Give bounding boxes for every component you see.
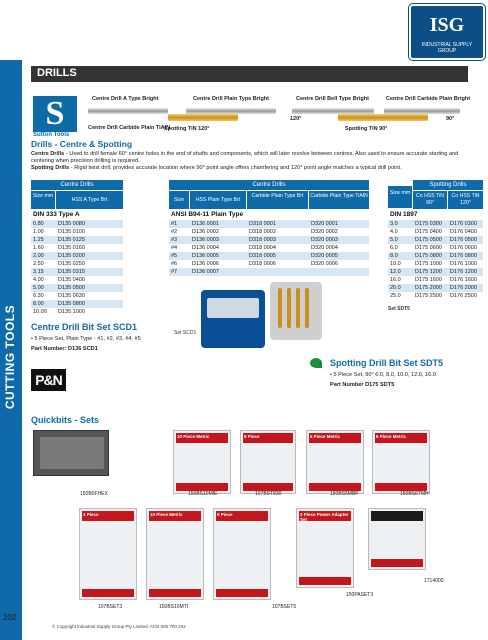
- table-cell: #4: [171, 245, 178, 251]
- pack-header: 3 Piece Power Adapter Set: [299, 511, 351, 521]
- table-row: [31, 260, 123, 268]
- set-scd1-bullet: • 5 Piece Set, Plain Type - #1, #2, #3, #4, #5: [31, 336, 141, 342]
- table-cell: D320 0006: [311, 261, 338, 267]
- angle-label: 90°: [446, 116, 455, 122]
- column-header: Co HSS TiN 90°: [413, 191, 447, 209]
- image-caption: Centre Drill Plain Type Bright: [193, 96, 269, 102]
- table-body: [388, 220, 483, 300]
- table-cell: #6: [171, 261, 178, 267]
- table-cell: D135 0080: [58, 221, 85, 227]
- table-cell: D135 0315: [58, 269, 85, 275]
- column-header: Size: [169, 191, 189, 209]
- isg-logo-subtext: INDUSTRIAL SUPPLY GROUP: [421, 42, 473, 54]
- table-cell: 0.80: [33, 221, 44, 227]
- table-cell: D176 0600: [450, 245, 477, 251]
- table-cell: D175 0300: [415, 221, 442, 227]
- table-cell: 4.00: [33, 277, 44, 283]
- quickbit-case-photo: [33, 430, 109, 476]
- table-cell: D135 0160: [58, 245, 85, 251]
- table-cell: 10.0: [390, 261, 401, 267]
- table-row: [31, 244, 123, 252]
- pack-header: 5 Piece Metric: [309, 433, 361, 443]
- product-code: 150B0FHEX: [80, 491, 108, 497]
- table-cell: D176 2500: [450, 293, 477, 299]
- table-row: [388, 268, 483, 276]
- pack-header: [371, 511, 423, 521]
- product-code: 107BSET3: [98, 604, 123, 610]
- table-row: [169, 244, 369, 252]
- scd1-set-photo: [201, 290, 265, 348]
- sutton-tools-name: Sutton Tools: [33, 132, 70, 138]
- column-header: Co HSS TiN 120°: [448, 191, 483, 209]
- table-cell: D136 0007: [192, 269, 219, 275]
- table-row: [31, 276, 123, 284]
- isg-logo: [409, 4, 485, 60]
- centre-drill-image: [88, 108, 168, 114]
- product-code: 150BS6TMH: [400, 491, 429, 497]
- table-cell: D135 0500: [58, 285, 85, 291]
- table-cell: D135 0200: [58, 253, 85, 259]
- table-cell: D175 2000: [415, 285, 442, 291]
- set-photo-label: Set SCD1: [174, 330, 197, 336]
- table-cell: D320 0005: [311, 253, 338, 259]
- set-scd1-title: Centre Drill Bit Set SCD1: [31, 322, 138, 332]
- sidebar-label: CUTTING TOOLS: [3, 304, 17, 410]
- table-cell: D135 0250: [58, 261, 85, 267]
- pack-header: 10 Piece Metric: [176, 433, 228, 443]
- image-caption: Centre Drill A Type Bright: [92, 96, 159, 102]
- section-heading: Drills - Centre & Spotting: [31, 139, 133, 149]
- table-cell: D176 0300: [450, 221, 477, 227]
- table-cell: D320 0003: [311, 237, 338, 243]
- table-row: [388, 260, 483, 268]
- table-cell: D318 0006: [249, 261, 276, 267]
- table-cell: D135 0630: [58, 293, 85, 299]
- page-number: 202: [3, 613, 17, 622]
- table-cell: 8.0: [390, 253, 398, 259]
- table-cell: D136 0006: [192, 261, 219, 267]
- column-header: HSS Plain Type Brt: [190, 191, 246, 209]
- table-cell: D176 0500: [450, 237, 477, 243]
- australian-made-icon: [310, 358, 322, 368]
- product-code: 1714000: [424, 578, 444, 584]
- table-cell: 1.00: [33, 229, 44, 235]
- term-text: - Rigid twist drill, provides accurate location where 90° point angle offers chamfering and 120° point angle matches a typical drill point.: [69, 165, 402, 171]
- series-title: DIN 333 Type A: [33, 211, 80, 218]
- table-cell: D176 1200: [450, 269, 477, 275]
- table-row: [388, 228, 483, 236]
- table-row: [169, 252, 369, 260]
- set-insert: [207, 298, 259, 318]
- table-body: [31, 220, 123, 316]
- pack-footer: [243, 483, 293, 491]
- table-cell: D175 1200: [415, 269, 442, 275]
- table-row: [388, 244, 483, 252]
- table-cell: 16.0: [390, 277, 401, 283]
- case-insert: [40, 437, 104, 469]
- table-row: [31, 284, 123, 292]
- quickbit-pack: [306, 430, 364, 494]
- term-label: Spotting Drills: [31, 165, 70, 171]
- table-cell: 3.15: [33, 269, 44, 275]
- table-group-title: Spotting Drills: [413, 180, 483, 190]
- image-caption: Spotting TiN 120°: [164, 126, 210, 132]
- table-cell: D320 0001: [311, 221, 338, 227]
- quickbit-pack: [173, 430, 231, 494]
- table-cell: D318 0005: [249, 253, 276, 259]
- quickbits-title: Quickbits - Sets: [31, 415, 100, 425]
- table-cell: 1.60: [33, 245, 44, 251]
- pack-header: 5 Piece: [216, 511, 268, 521]
- pack-footer: [176, 483, 228, 491]
- angle-label: 120°: [290, 116, 302, 122]
- table-row: [31, 236, 123, 244]
- sutton-tools-logo: [33, 96, 77, 132]
- table-cell: D136 0003: [192, 237, 219, 243]
- table-cell: D176 1600: [450, 277, 477, 283]
- table-row: [169, 268, 369, 276]
- table-cell: D318 0001: [249, 221, 276, 227]
- table-cell: D136 0004: [192, 245, 219, 251]
- table-row: [31, 220, 123, 228]
- spotting-drill-image: [338, 114, 428, 121]
- set-sdt5-part-number: Part Number D175 SDT5: [330, 382, 395, 388]
- table-cell: 2.50: [33, 261, 44, 267]
- table-cell: D176 0800: [450, 253, 477, 259]
- column-header: Size mm: [388, 186, 412, 208]
- table-cell: D175 0800: [415, 253, 442, 259]
- product-code: 107BST830: [255, 491, 282, 497]
- pack-footer: [375, 483, 427, 491]
- table-cell: #5: [171, 253, 178, 259]
- table-cell: 5.0: [390, 237, 398, 243]
- table-cell: 6.30: [33, 293, 44, 299]
- section-title-bar: DRILLS: [31, 66, 468, 82]
- table-row: [388, 276, 483, 284]
- table-cell: 25.0: [390, 293, 401, 299]
- series-title: ANSI B94-11 Plain Type: [171, 211, 244, 218]
- table-row: [169, 220, 369, 228]
- table-cell: D135 0100: [58, 229, 85, 235]
- table-cell: D176 2000: [450, 285, 477, 291]
- sidebar: [0, 60, 22, 640]
- drill-bit: [287, 288, 291, 328]
- pack-footer: [371, 559, 423, 567]
- table-cell: D135 1000: [58, 309, 85, 315]
- set-scd1-part-number: Part Number: D136 SCD1: [31, 346, 98, 352]
- table-cell: D136 0001: [192, 221, 219, 227]
- table-cell: D136 0005: [192, 253, 219, 259]
- table-body: [169, 220, 369, 276]
- table-row: [388, 252, 483, 260]
- table-cell: #7: [171, 269, 178, 275]
- table-cell: 12.0: [390, 269, 401, 275]
- quickbit-pack: [296, 508, 354, 588]
- term-label: Centre Drills: [31, 151, 65, 157]
- table-row: [31, 300, 123, 308]
- table-row: [388, 284, 483, 292]
- sdt5-set-photo: [270, 282, 322, 340]
- copyright-notice: © Copyright Industrial Supply Group Pty Limited. ACN 005 700 262: [52, 624, 186, 629]
- column-header: Carbide Plain Type Brt: [247, 191, 308, 209]
- bullet-text: 5 Piece Set, 90° 6.0, 8.0, 10.0, 12.0, 16.0: [333, 372, 436, 378]
- table-cell: 3.0: [390, 221, 398, 227]
- pack-footer: [149, 589, 201, 597]
- table-row: [31, 228, 123, 236]
- table-cell: D318 0002: [249, 229, 276, 235]
- table-cell: D175 1600: [415, 277, 442, 283]
- pn-logo: P&N: [31, 369, 66, 391]
- table-cell: D175 2500: [415, 293, 442, 299]
- table-cell: 5.00: [33, 285, 44, 291]
- drill-bit: [305, 288, 309, 328]
- table-row: [388, 220, 483, 228]
- table-row: [169, 236, 369, 244]
- table-cell: #2: [171, 229, 178, 235]
- table-cell: D135 0400: [58, 277, 85, 283]
- product-code: 150BS5MBP: [330, 491, 359, 497]
- table-cell: D135 0125: [58, 237, 85, 243]
- table-cell: D176 0400: [450, 229, 477, 235]
- set-sdt5-title: Spotting Drill Bit Set SDT5: [330, 358, 444, 368]
- table-cell: D176 1000: [450, 261, 477, 267]
- isg-logo-text: ISG: [429, 14, 465, 36]
- table-cell: D135 0800: [58, 301, 85, 307]
- table-cell: #3: [171, 237, 178, 243]
- table-cell: D318 0004: [249, 245, 276, 251]
- set-photo-label: Set SDT5: [388, 306, 410, 312]
- pack-footer: [299, 577, 351, 585]
- column-header: HSS A Type Brt: [56, 191, 123, 209]
- table-row: [169, 228, 369, 236]
- image-caption: Centre Drill Bell Type Bright: [296, 96, 369, 102]
- table-cell: D320 0004: [311, 245, 338, 251]
- pack-footer: [82, 589, 134, 597]
- bullet-text: 5 Piece Set, Plain Type - #1, #2, #3, #4, #5: [34, 336, 141, 342]
- image-caption: Centre Drill Carbide Plain TiAlN: [88, 125, 171, 131]
- table-cell: D136 0002: [192, 229, 219, 235]
- drill-bit: [278, 288, 282, 328]
- term-text: - Used to drill female 60° centre holes in the end of shafts and components, which will later revolve between centres. Also used to ensure accurate starting and centering when precision drilling is required.: [31, 151, 459, 164]
- table-cell: D320 0002: [311, 229, 338, 235]
- description-spotting: [31, 165, 481, 172]
- table-row: [31, 252, 123, 260]
- table-cell: D175 0600: [415, 245, 442, 251]
- quickbit-pack: [368, 508, 426, 570]
- table-cell: D175 0400: [415, 229, 442, 235]
- table-cell: 8.00: [33, 301, 44, 307]
- table-cell: 10.00: [33, 309, 47, 315]
- pack-header: 4 Piece: [82, 511, 134, 521]
- quickbit-pack: [240, 430, 296, 494]
- product-code: 150BS10MIE: [188, 491, 218, 497]
- table-cell: D318 0003: [249, 237, 276, 243]
- quickbit-pack: [213, 508, 271, 600]
- pack-header: 8 Piece: [243, 433, 293, 443]
- table-cell: 4.0: [390, 229, 398, 235]
- table-cell: D175 0500: [415, 237, 442, 243]
- table-group-title: Centre Drills: [31, 180, 123, 190]
- spotting-drill-image: [168, 114, 238, 121]
- product-code: 150PASET3: [346, 592, 374, 598]
- pack-header: 6 Piece Metric: [375, 433, 427, 443]
- table-cell: D175 1000: [415, 261, 442, 267]
- table-cell: 6.0: [390, 245, 398, 251]
- description-centre: [31, 151, 481, 165]
- table-row: [388, 292, 483, 300]
- table-row: [31, 292, 123, 300]
- quickbit-pack: [79, 508, 137, 600]
- column-header: Carbide Plain Type TiAlN: [309, 191, 369, 209]
- pack-footer: [309, 483, 361, 491]
- product-code: 107BSET5: [272, 604, 297, 610]
- quickbit-pack: [146, 508, 204, 600]
- sutton-s-icon: S: [45, 95, 65, 132]
- set-sdt5-bullet: • 5 Piece Set, 90° 6.0, 8.0, 10.0, 12.0, 16.0: [330, 372, 436, 378]
- table-cell: 2.00: [33, 253, 44, 259]
- drill-bit: [296, 288, 300, 328]
- table-cell: #1: [171, 221, 178, 227]
- column-header: Size mm: [31, 191, 55, 209]
- image-caption: Centre Drill Carbide Plain Bright: [386, 96, 471, 102]
- pack-footer: [216, 589, 268, 597]
- product-code: 150BS10MTI: [159, 604, 189, 610]
- series-title: DIN 1897: [390, 211, 418, 218]
- pack-header: 10 Piece Metric: [149, 511, 201, 521]
- table-row: [169, 260, 369, 268]
- table-row: [31, 268, 123, 276]
- image-caption: Spotting TiN 90°: [345, 126, 388, 132]
- table-group-title: Centre Drills: [169, 180, 369, 190]
- table-cell: 20.0: [390, 285, 401, 291]
- table-row: [31, 308, 123, 316]
- quickbit-pack: [372, 430, 430, 494]
- table-cell: 1.25: [33, 237, 44, 243]
- table-row: [388, 236, 483, 244]
